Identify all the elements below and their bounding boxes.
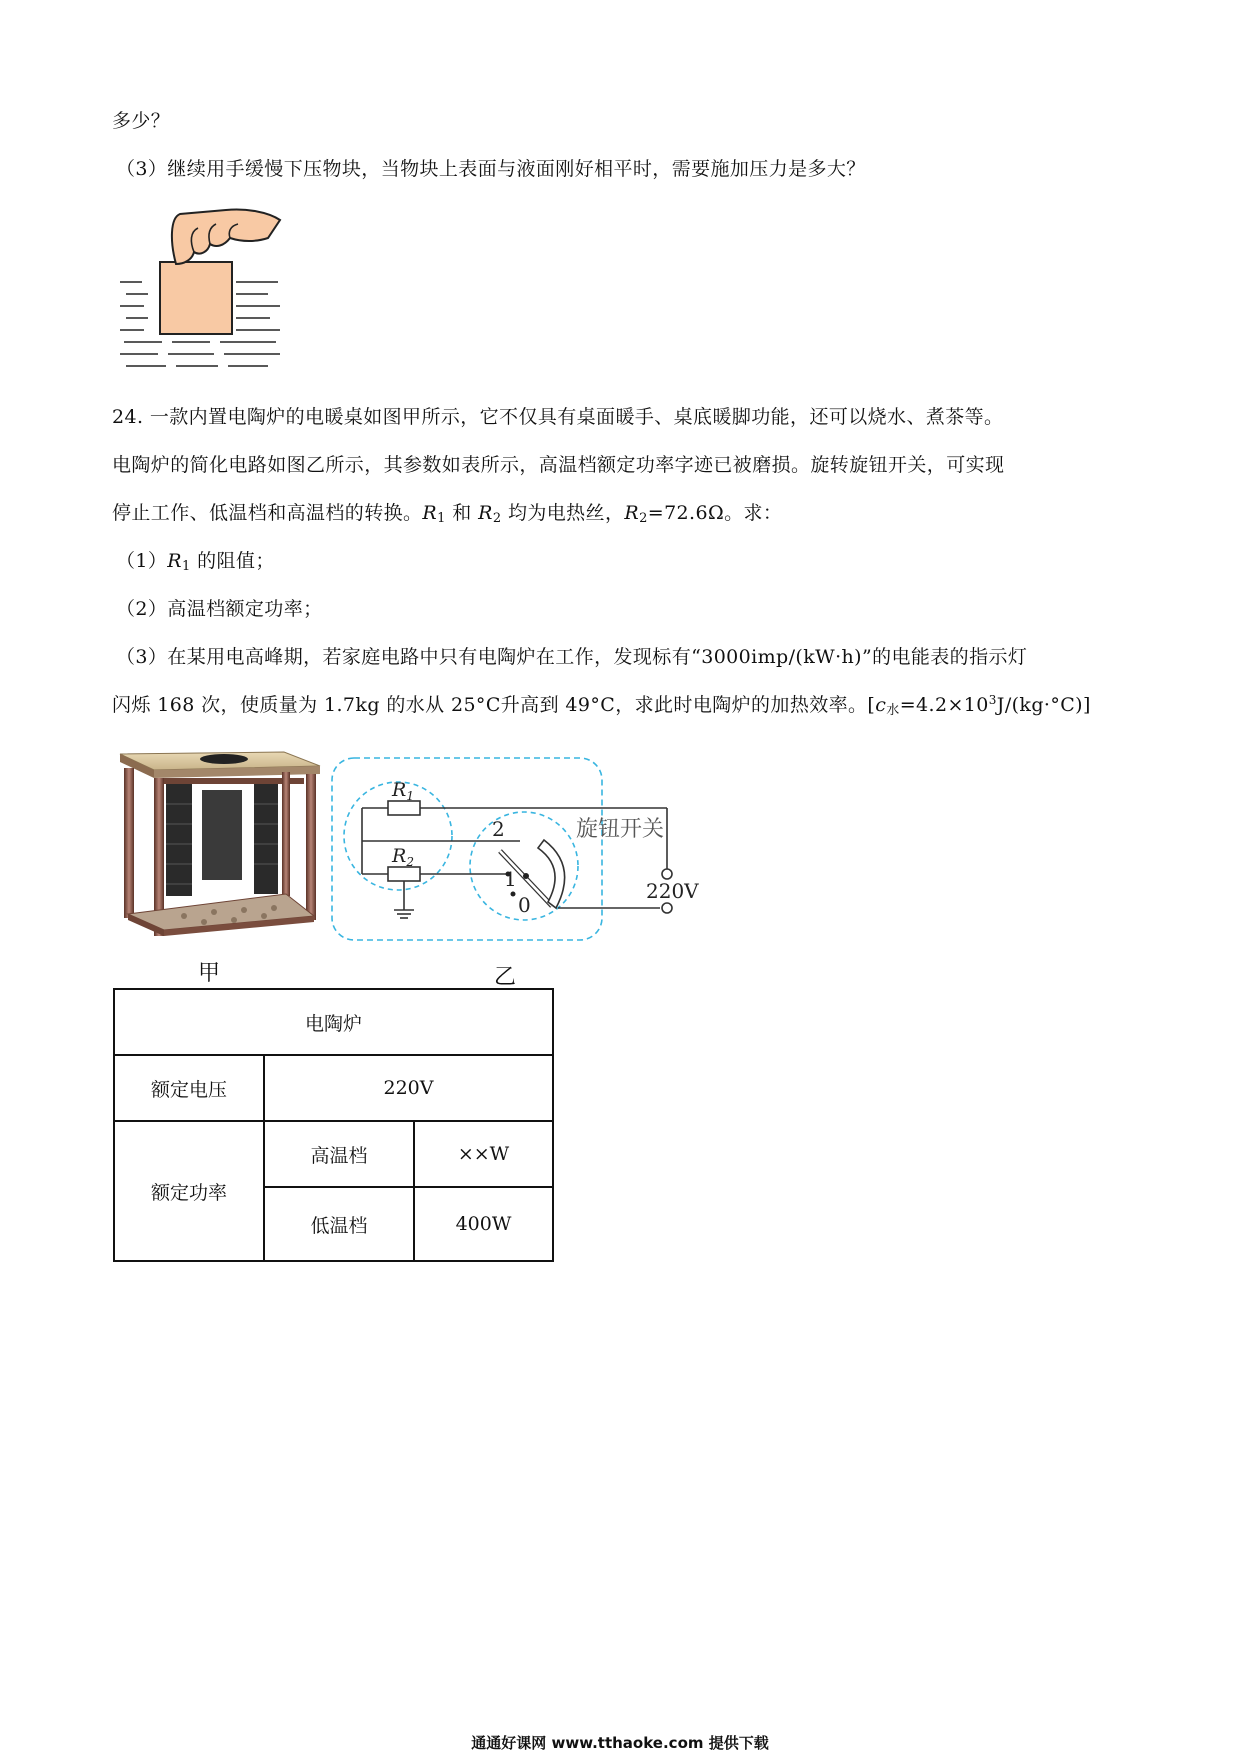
- sub-question-1: $(1)R_1$ 的阻值；: [116, 550, 275, 574]
- caption-yi: 乙: [494, 965, 517, 990]
- circuit-diagram: [330, 756, 710, 946]
- svg-text:R1: $R_1$: [392, 779, 414, 803]
- high-setting-label: 高温档: [264, 1121, 414, 1187]
- question-24-line-2: 电陶炉的简化电路如图乙所示，其参数如表所示，高温档额定功率字迹已被磨损。旋转旋钮开关，可实现: [112, 454, 1005, 476]
- sub-question-3-line-2: 闪烁 168 次，使质量为 1.7kg 的水从 25°C升高到 49°C，求此时电陶炉的加热效率。$[c_水=4.2\times 10^3J/(kg\cdot^\circ C)]$: [112, 693, 1091, 718]
- question-part-3: （3）继续用手缓慢下压物块，当物块上表面与液面刚好相平时，需要施加压力是多大？: [116, 158, 866, 180]
- text-line: 多少？: [112, 110, 171, 132]
- rated-voltage-value: 220V: [264, 1055, 553, 1121]
- low-setting-value: 400W: [414, 1187, 553, 1261]
- dashed-enclosure: [332, 758, 602, 940]
- terminal-bottom: [662, 903, 672, 913]
- table-header: 电陶炉: [114, 989, 553, 1055]
- resistor-r1: [388, 801, 420, 815]
- sub-question-3-line-1: （3）在某用电高峰期，若家庭电路中只有电陶炉在工作，发现标有“3000imp/(kW·h)”的电能表的指示灯: [116, 646, 1028, 668]
- high-setting-value: ××W: [414, 1121, 553, 1187]
- svg-text:220V: 220V: [646, 879, 699, 903]
- low-setting-label: 低温档: [264, 1187, 414, 1261]
- parameter-table: [113, 988, 554, 1262]
- svg-text:旋钮开关: 旋钮开关: [576, 817, 665, 842]
- heating-table-image: [114, 744, 326, 944]
- page-footer: 通通好课网 www.tthaoke.com 提供下载: [471, 1734, 769, 1752]
- svg-text:R2: $R_2$: [392, 845, 414, 869]
- svg-text:2: 2: [492, 817, 505, 841]
- question-24-line-1: 24. 一款内置电陶炉的电暖桌如图甲所示，它不仅具有桌面暖手、桌底暖脚功能，还可以烧水、煮茶等。: [112, 406, 1004, 428]
- svg-text:0: 0: [518, 893, 531, 917]
- rated-power-label: 额定功率: [114, 1121, 264, 1261]
- resistor-r2: [388, 867, 420, 881]
- terminal-top: [662, 869, 672, 879]
- svg-text:1: 1: [504, 867, 517, 891]
- hand-block-figure: [118, 202, 286, 372]
- caption-jia: 甲: [198, 961, 221, 986]
- question-24-line-3: 停止工作、低温档和高温档的转换。$R_1$ 和 $R_2$ 均为电热丝，$R_2=72.6\Omega$。求：: [112, 502, 783, 526]
- rated-voltage-label: 额定电压: [114, 1055, 264, 1121]
- sub-question-2: （2）高温档额定功率；: [116, 598, 323, 620]
